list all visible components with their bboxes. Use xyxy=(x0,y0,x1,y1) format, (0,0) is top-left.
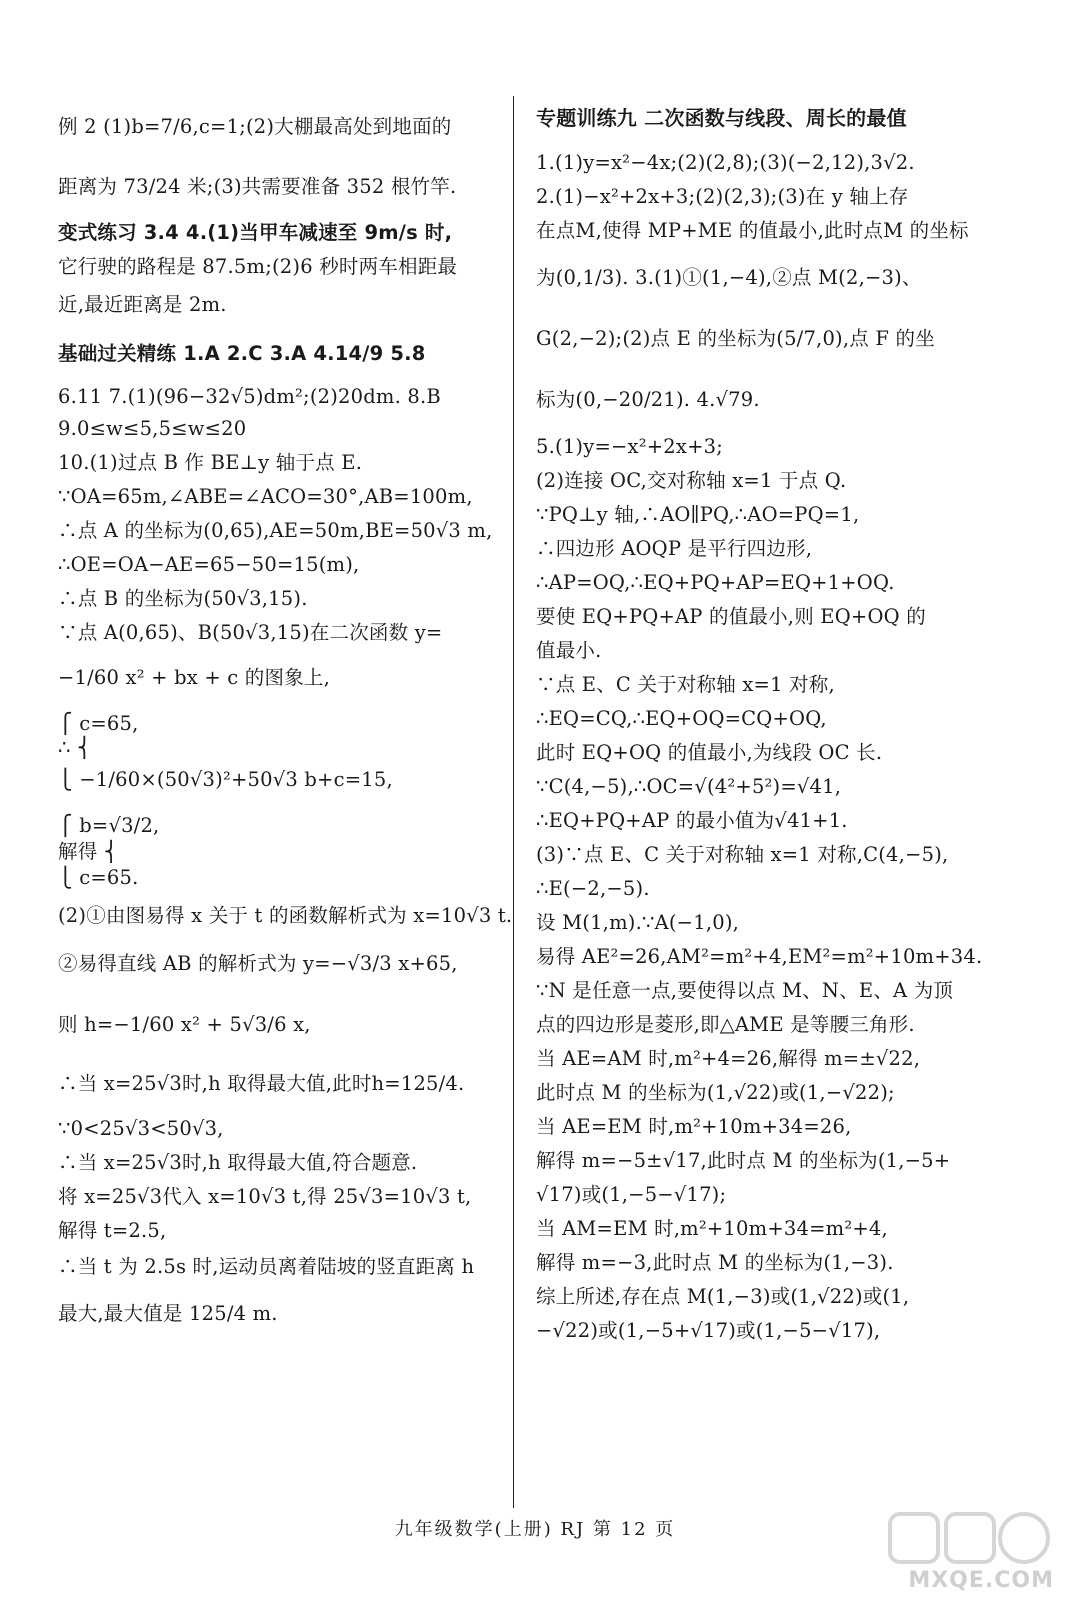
left-line: 距离为 73/24 米;(3)共需要准备 352 根竹竿. xyxy=(58,175,457,198)
left-line: 最大,最大值是 125/4 m. xyxy=(58,1302,278,1325)
right-line: ∴EQ=CQ,∴EQ+OQ=CQ+OQ, xyxy=(536,707,827,730)
left-line: ∴当 x=25√3时,h 取得最大值,此时h=125/4. xyxy=(58,1072,465,1095)
right-line: 当 AM=EM 时,m²+10m+34=m²+4, xyxy=(536,1217,888,1240)
left-line: 则 h=−1/60 x² + 5√3/6 x, xyxy=(58,1013,311,1036)
right-line: ∴EQ+PQ+AP 的最小值为√41+1. xyxy=(536,809,848,832)
right-line: 5.(1)y=−x²+2x+3; xyxy=(536,435,723,458)
right-line: 综上所述,存在点 M(1,−3)或(1,√22)或(1, xyxy=(536,1285,910,1308)
left-line: 10.(1)过点 B 作 BE⊥y 轴于点 E. xyxy=(58,451,363,474)
right-line: 标为(0,−20/21). 4.√79. xyxy=(536,388,760,411)
watermark-text: MXQE.COM xyxy=(908,1568,1054,1593)
left-line: ∴OE=OA−AE=65−50=15(m), xyxy=(58,553,360,576)
right-line: 为(0,1/3). 3.(1)①(1,−4),②点 M(2,−3)、 xyxy=(536,266,922,289)
left-line: 6.11 7.(1)(96−32√5)dm²;(2)20dm. 8.B xyxy=(58,385,441,408)
right-line: 点的四边形是菱形,即△AME 是等腰三角形. xyxy=(536,1013,915,1036)
right-line: (3)∵点 E、C 关于对称轴 x=1 对称,C(4,−5), xyxy=(536,843,949,866)
right-column xyxy=(536,96,983,1348)
page-footer: 九年级数学(上册) RJ 第 12 页 xyxy=(394,1519,676,1540)
left-line: 例 2 (1)b=7/6,c=1;(2)大棚最高处到地面的 xyxy=(58,115,452,138)
right-line: 在点M,使得 MP+ME 的值最小,此时点M 的坐标 xyxy=(536,219,969,242)
left-line: ⎧ c=65, xyxy=(58,712,139,735)
left-column xyxy=(58,96,513,1342)
right-line: −√22)或(1,−5+√17)或(1,−5−√17), xyxy=(536,1319,881,1342)
left-line: ∴当 x=25√3时,h 取得最大值,符合题意. xyxy=(58,1151,418,1174)
left-line: 近,最近距离是 2m. xyxy=(58,293,227,316)
left-line: ∵OA=65m,∠ABE=∠ACO=30°,AB=100m, xyxy=(58,485,473,508)
right-line: √17)或(1,−5−√17); xyxy=(536,1183,727,1206)
right-line: ∵点 E、C 关于对称轴 x=1 对称, xyxy=(536,673,835,696)
right-line: 值最小. xyxy=(536,639,602,662)
column-divider xyxy=(513,96,514,1508)
right-line: ∵PQ⊥y 轴,∴AO∥PQ,∴AO=PQ=1, xyxy=(536,503,860,526)
right-line: ∴E(−2,−5). xyxy=(536,877,650,900)
left-line: 变式练习 3.4 4.(1)当甲车减速至 9m/s 时, xyxy=(58,221,453,244)
left-line: ②易得直线 AB 的解析式为 y=−√3/3 x+65, xyxy=(58,952,458,975)
right-line: 要使 EQ+PQ+AP 的值最小,则 EQ+OQ 的 xyxy=(536,605,926,628)
left-line: 解得 t=2.5, xyxy=(58,1219,167,1242)
right-line: 解得 m=−5±√17,此时点 M 的坐标为(1,−5+ xyxy=(536,1149,951,1172)
left-line: −1/60 x² + bx + c 的图象上, xyxy=(58,666,331,689)
left-line: ⎩ c=65. xyxy=(58,866,139,889)
right-line: (2)连接 OC,交对称轴 x=1 于点 Q. xyxy=(536,469,847,492)
left-line: 解得 ⎨ xyxy=(58,840,119,863)
left-line: ∵点 A(0,65)、B(50√3,15)在二次函数 y= xyxy=(58,621,443,644)
left-line: 它行驶的路程是 87.5m;(2)6 秒时两车相距最 xyxy=(58,255,458,278)
left-line: ⎩ −1/60×(50√3)²+50√3 b+c=15, xyxy=(58,768,393,791)
left-line: 基础过关精练 1.A 2.C 3.A 4.14/9 5.8 xyxy=(58,342,426,365)
right-line: 当 AE=AM 时,m²+4=26,解得 m=±√22, xyxy=(536,1047,921,1070)
left-line: (2)①由图易得 x 关于 t 的函数解析式为 x=10√3 t. xyxy=(58,904,513,927)
right-line: ∴AP=OQ,∴EQ+PQ+AP=EQ+1+OQ. xyxy=(536,571,895,594)
right-line: 易得 AE²=26,AM²=m²+4,EM²=m²+10m+34. xyxy=(536,945,983,968)
right-line: 设 M(1,m).∵A(−1,0), xyxy=(536,911,740,934)
right-line: 1.(1)y=x²−4x;(2)(2,8);(3)(−2,12),3√2. xyxy=(536,151,915,174)
right-line: 此时 EQ+OQ 的值最小,为线段 OC 长. xyxy=(536,741,883,764)
left-line: 9.0≤w≤5,5≤w≤20 xyxy=(58,417,247,440)
left-line: ∴点 A 的坐标为(0,65),AE=50m,BE=50√3 m, xyxy=(58,519,493,542)
right-line: 2.(1)−x²+2x+3;(2)(2,3);(3)在 y 轴上存 xyxy=(536,185,909,208)
left-line: ∴点 B 的坐标为(50√3,15). xyxy=(58,587,308,610)
right-line: ∴四边形 AOQP 是平行四边形, xyxy=(536,537,813,560)
right-line: 专题训练九 二次函数与线段、周长的最值 xyxy=(536,106,907,130)
left-line: ∴当 t 为 2.5s 时,运动员离着陆坡的竖直距离 h xyxy=(58,1255,475,1278)
right-line: 此时点 M 的坐标为(1,√22)或(1,−√22); xyxy=(536,1081,895,1104)
right-line: G(2,−2);(2)点 E 的坐标为(5/7,0),点 F 的坐 xyxy=(536,327,935,350)
left-line: ⎧ b=√3/2, xyxy=(58,814,160,837)
right-line: ∵N 是任意一点,要使得以点 M、N、E、A 为顶 xyxy=(536,979,954,1002)
right-line: ∵C(4,−5),∴OC=√(4²+5²)=√41, xyxy=(536,775,842,798)
left-line: ∴ ⎨ xyxy=(58,736,92,759)
right-line: 当 AE=EM 时,m²+10m+34=26, xyxy=(536,1115,852,1138)
left-line: ∵0<25√3<50√3, xyxy=(58,1117,224,1140)
right-line: 解得 m=−3,此时点 M 的坐标为(1,−3). xyxy=(536,1251,894,1274)
left-line: 将 x=25√3代入 x=10√3 t,得 25√3=10√3 t, xyxy=(58,1185,472,1208)
